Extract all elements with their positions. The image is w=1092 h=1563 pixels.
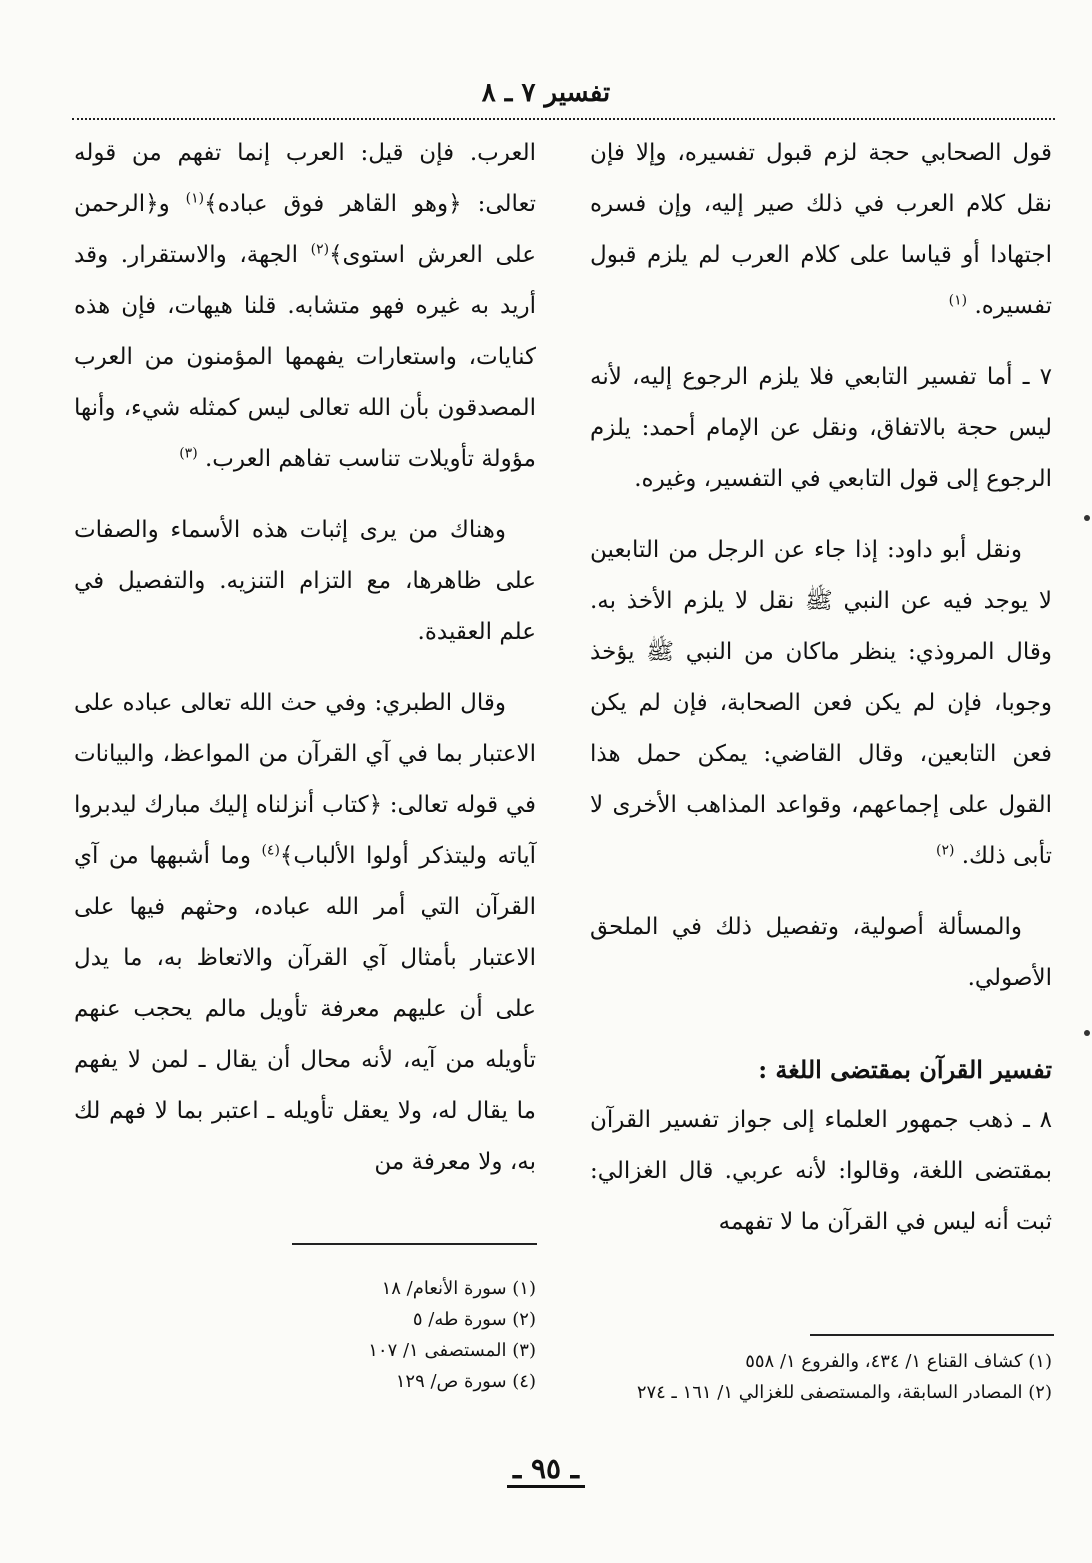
footnotes-right xyxy=(590,1346,1052,1408)
footnote: (٣) المستصفى ١/ ١٠٧ xyxy=(368,1340,536,1361)
paragraph: والمسألة أصولية، وتفصيل ذلك في الملحق الأصولي. xyxy=(590,914,1052,991)
left-column xyxy=(74,128,536,1208)
paragraph: قول الصحابي حجة لزم قبول تفسيره، وإلا فإن نقل كلام العرب في ذلك صير إليه، وإن فسره اجتهادا أو قياسا على كلام العرب لم يلزم قبول تفسيره. $^{(١)}$ xyxy=(590,140,1052,319)
paragraph: ٧ ـ أما تفسير التابعي فلا يلزم الرجوع إليه، لأنه ليس حجة بالاتفاق، ونقل عن الإمام أحمد: يلزم الرجوع إلى قول التابعي في التفسير، وغيره. xyxy=(590,364,1052,492)
footnote: (٢) المصادر السابقة، والمستصفى للغزالي ١/ ١٦١ ـ ٢٧٤ xyxy=(636,1382,1052,1403)
footnote-rule-left xyxy=(292,1243,537,1245)
page-number: ـ ٩٥ ـ xyxy=(0,1452,1092,1485)
footnote-ref: (٤) xyxy=(261,842,280,859)
footnote: (١) كشاف القناع ١/ ٤٣٤، والفروع ١/ ٥٥٨ xyxy=(745,1351,1052,1372)
margin-dot xyxy=(1084,515,1090,521)
header-dotted-rule xyxy=(72,118,1055,120)
footnote-ref: (١) xyxy=(948,292,968,309)
footnote: (٢) سورة طه/ ٥ xyxy=(412,1309,536,1330)
paragraph: ٨ ـ ذهب جمهور العلماء إلى جواز تفسير القرآن بمقتضى اللغة، وقالوا: لأنه عربي. قال الغزالي: ثبت أنه ليس في القرآن ما لا تفهمه xyxy=(590,1107,1052,1235)
footnote-ref: (١) xyxy=(185,190,205,207)
paragraph: ونقل أبو داود: إذا جاء عن الرجل من التابعين لا يوجد فيه عن النبي ﷺ نقل لا يلزم الأخذ به. وقال المروذي: ينظر ماكان من النبي ﷺ يؤخذ وجوبا، فإن لم يكن فعن الصحابة، فإن لم يكن فعن التابعين، وقال القاضي: يمكن حمل هذا القول على إجماعهم، وقواعد المذاهب الأخرى لا تأبى ذلك. $^{(٢)}$ xyxy=(590,537,1052,869)
footnote-ref: (٢) xyxy=(310,241,330,258)
margin-dot xyxy=(1084,1030,1090,1036)
footnote-ref: (٣) xyxy=(179,445,198,462)
footnote: (٤) سورة ص/ ١٢٩ xyxy=(395,1371,536,1392)
section-heading: تفسير القرآن بمقتضى اللغة : xyxy=(758,1055,1052,1084)
footnote-rule-right xyxy=(810,1334,1054,1336)
paragraph: العرب. فإن قيل: العرب إنما تفهم من قوله تعالى: ﴿وهو القاهر فوق عباده﴾$^{(١)}$ و﴿الرحمن على العرش استوى﴾$^{(٢)}$ الجهة، والاستقرار. وقد أريد به غيره فهو متشابه. قلنا هيهات، فإن هذه كنايات، واستعارات يفهمها المؤمنون من العرب المصدقون بأن الله تعالى ليس كمثله شيء، وأنها مؤولة تأويلات تناسب تفاهم العرب. $^{(٣)}$ xyxy=(74,140,537,472)
footnote: (١) سورة الأنعام/ ١٨ xyxy=(381,1278,536,1299)
footnotes-left xyxy=(74,1273,536,1397)
right-column xyxy=(590,128,1052,1268)
paragraph: وقال الطبري: وفي حث الله تعالى عباده على الاعتبار بما في آي القرآن من المواعظ، والبيانات في قوله تعالى: ﴿كتاب أنزلناه إليك مبارك ليدبروا آياته وليتذكر أولوا الألباب﴾$^{(٤)}$ وما أشبهها من آي القرآن التي أمر الله عباده، وحثهم فيها على الاعتبار بأمثال آي القرآن والاتعاظ به، ما يدل على أن عليهم معرفة تأويل مالم يحجب عنهم تأويله من آيه، لأنه محال أن يقال ـ لمن لا يفهم ما يقال له، ولا يعقل تأويله ـ اعتبر بما لا فهم لك به، ولا معرفة من xyxy=(74,690,537,1175)
page-header: تفسير ٧ ـ ٨ xyxy=(481,78,611,108)
footnote-ref: (٢) xyxy=(935,842,955,859)
paragraph: وهناك من يرى إثبات هذه الأسماء والصفات على ظاهرها، مع التزام التنزيه. والتفصيل في علم العقيدة. xyxy=(74,517,536,645)
